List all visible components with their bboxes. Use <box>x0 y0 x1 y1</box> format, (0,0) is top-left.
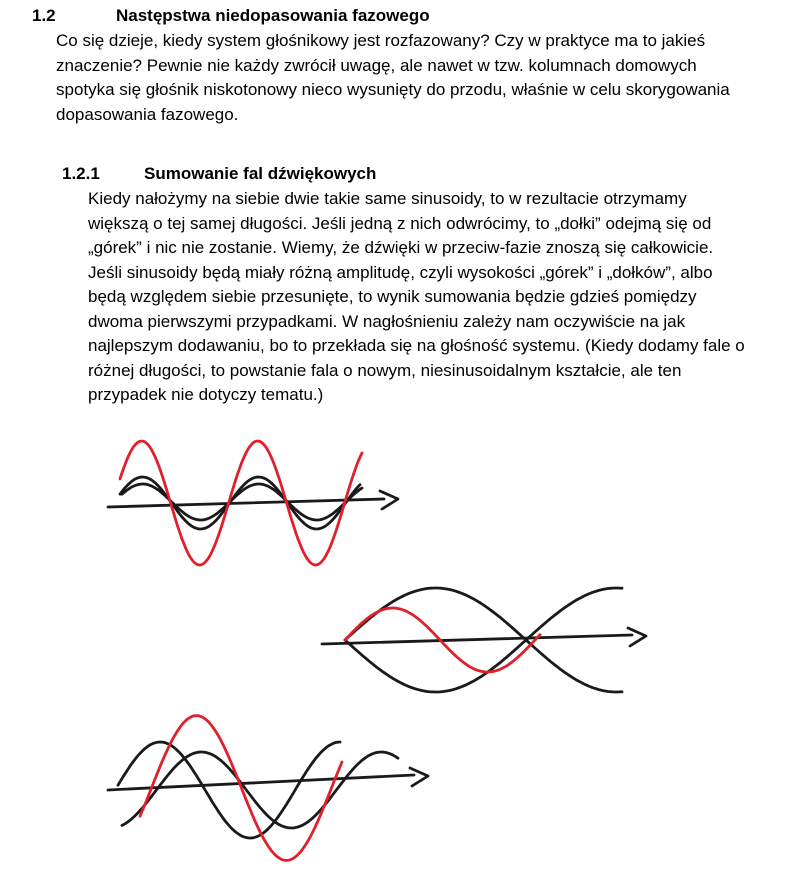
paragraph-line: znaczenie? Pewnie nie każdy zwrócił uwagę, ale nawet w tzw. kolumnach domowych <box>56 55 697 75</box>
sketch-shifted-phase <box>108 716 428 861</box>
wave-b <box>122 752 398 828</box>
paragraph-line: spotyka się głośnik niskotonowy nieco wysunięty do przodu, właśnie w celu skorygowania <box>56 80 730 99</box>
paragraph-line: różnej długości, to powstanie fala o nowym, niesinusoidalnym kształcie, ale ten <box>88 360 682 380</box>
axis-line <box>322 635 632 644</box>
section-number: 1.2 <box>32 6 56 25</box>
paragraph-line: najlepszym dodawaniu, bo to przekłada się na głośność systemu. (Kiedy dodamy fale o <box>88 336 745 355</box>
subsection-number: 1.2.1 <box>62 164 100 183</box>
axis-arrow-icon <box>410 768 428 786</box>
paragraph-line: Jeśli sinusoidy będą miały różną amplitudę, czyli wysokości „górek” i „dołków”, albo <box>88 262 713 282</box>
axis-arrow-icon <box>628 628 646 646</box>
paragraph-line: będą względem siebie przesunięte, to wynik sumowania będzie gdzieś pomiędzy <box>88 287 697 306</box>
section-title: Następstwa niedopasowania fazowego <box>116 6 430 25</box>
paragraph-line: większą o tej samej długości. Jeśli jedną z nich odwrócimy, to „dołki” odejmą się od <box>88 213 712 233</box>
paragraph-line: Co się dzieje, kiedy system głośnikowy jest rozfazowany? Czy w praktyce ma to jakieś <box>56 31 706 50</box>
paragraph-line: Kiedy nałożymy na siebie dwie takie same sinusoidy, to w rezultacie otrzymamy <box>88 189 687 208</box>
paragraph-line: dopasowania fazowego. <box>56 104 239 124</box>
paragraph-line: przypadek nie dotyczy tematu.) <box>88 385 324 404</box>
subsection-title: Sumowanie fal dźwiękowych <box>144 164 377 183</box>
paragraph-line: dwoma pierwszymi przypadkami. W nagłośnieniu zależy nam oczywiście na jak <box>88 311 686 331</box>
sketch-opposite-phase <box>322 588 646 692</box>
paragraph-line: „górek” i nic nie zostanie. Wiemy, że dźwięki w przeciw-fazie znoszą się całkowicie. <box>88 238 714 257</box>
sketch-in-phase <box>108 441 398 565</box>
